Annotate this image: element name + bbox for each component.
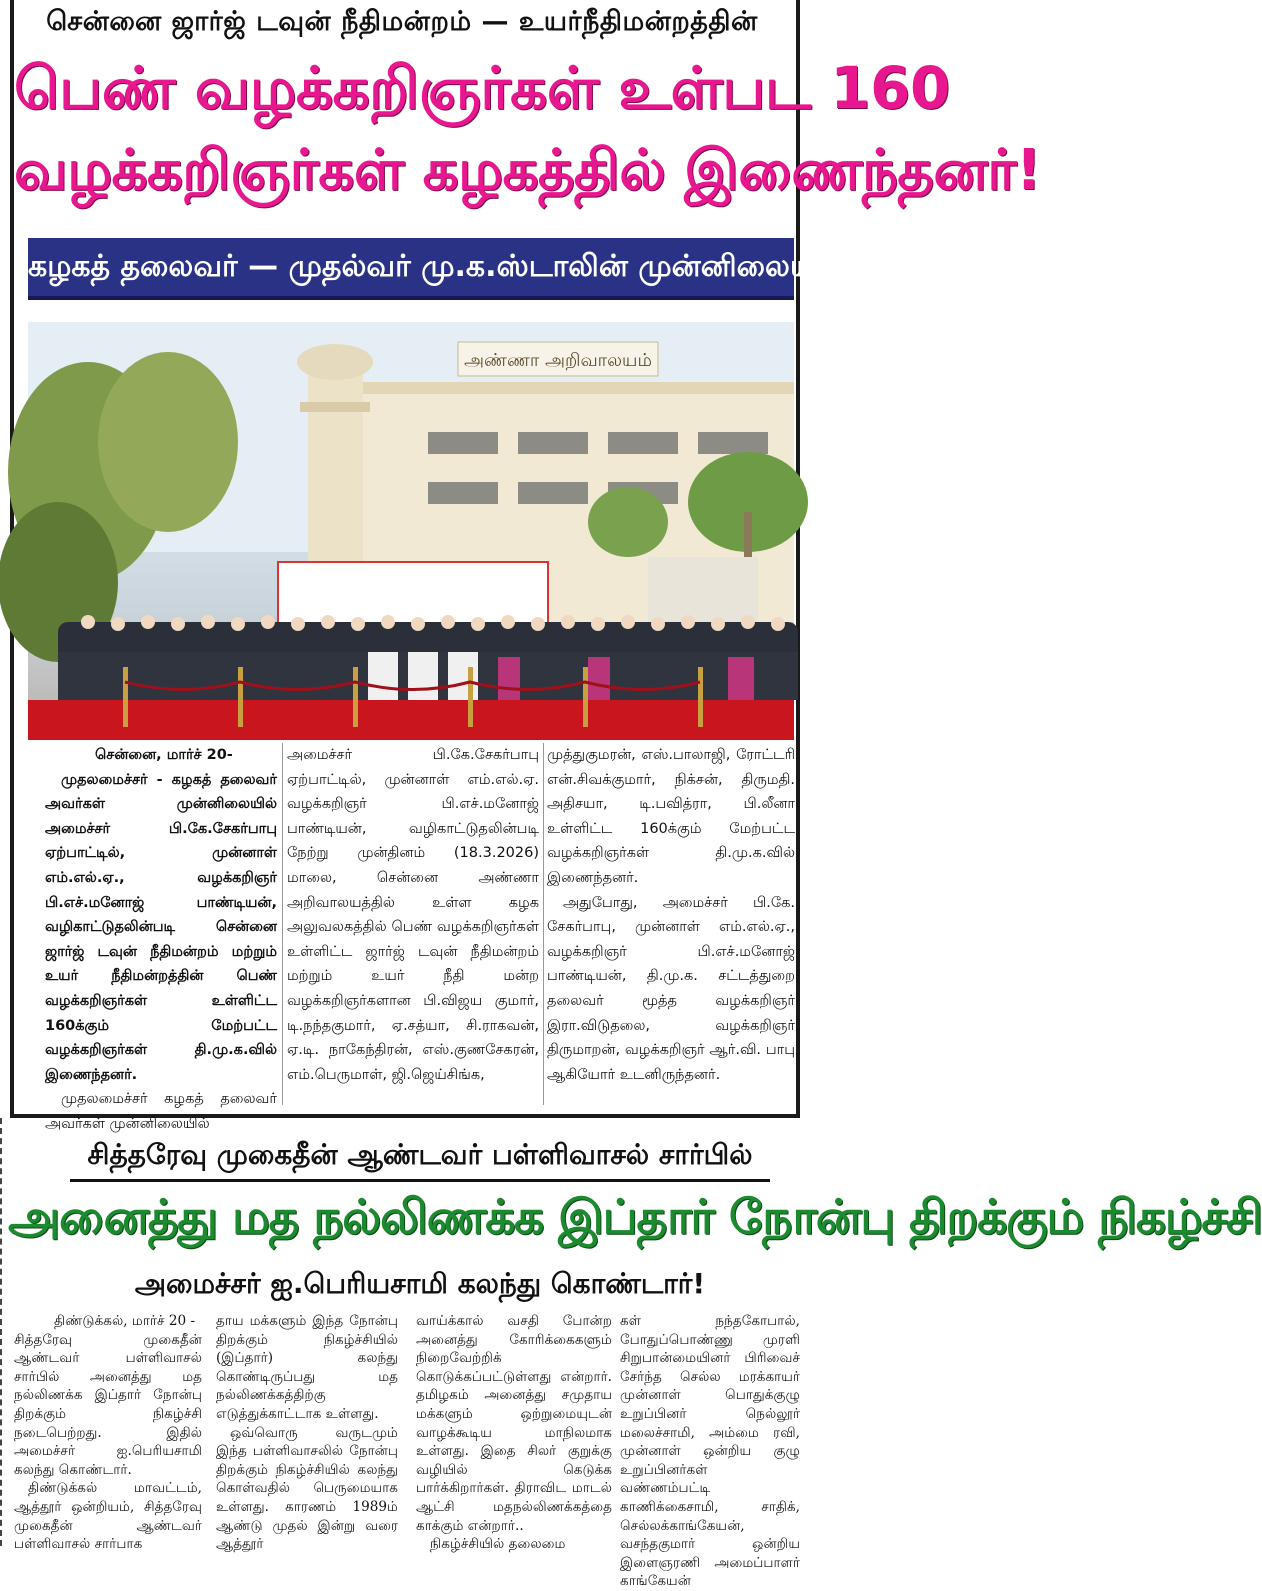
story-1-kicker: சென்னை ஜார்ஜ் டவுன் நீதிமன்றம் — உயர்நீதிமன்றத்தின் [46, 6, 758, 37]
story-1-column-3 [547, 743, 795, 1087]
story-2-col2-p1: தாய மக்களும் இந்த நோன்பு திறக்கும் நிகழ்ச்சியில் (இப்தார்) கலந்து கொண்டிருப்பது மத நல்லிணக்கத்திற்கு எடுத்துக்காட்டாக உள்ளது. [216, 1313, 398, 1422]
story-2-col3-p1: வாய்க்கால் வசதி போன்ற அனைத்து கோரிக்கைகளும் நிறைவேற்றிக் கொடுக்கப்பட்டுள்ளது என்றார். தமிழகம் அனைத்து சமுதாய மக்களும் ஒற்றுமையுடன் வாழக்கூடிய மாநிலமாக உள்ளது. இதை சிலர் குறுக்கு வழியில் கெடுக்க பார்க்கிறார்கள். திராவிட மாடல் ஆட்சி மதநல்லிணக்கத்தை காக்கும் என்றார்.. [416, 1313, 612, 1534]
story-1-banner-text: கழகத் தலைவர் — முதல்வர் மு.க.ஸ்டாலின் முன்னிலையில்! [28, 249, 860, 284]
story-1-dateline: சென்னை, மார்ச் 20- [95, 747, 233, 763]
story-1-column-3-text-1: முத்துகுமரன், எஸ்.பாலாஜி, ரோட்டரி என்.சிவக்குமார், நிக்சன், திருமதி. அதிசயா, டி.பவித்ரா, பி.லீனா உள்ளிட்ட 160க்கும் மேற்பட்ட வழக்கறிஞர்கள் தி.மு.க.வில் இணைந்தனர். [547, 747, 795, 886]
photo-illustration [28, 322, 794, 740]
story-2-column-4 [620, 1312, 800, 1591]
story-1-lead-paragraph: முதலமைச்சர் - கழகத் தலைவர் அவர்கள் முன்னிலையில் அமைச்சர் பி.கே.சேகர்பாபு ஏற்பாட்டில், முன்னாள் எம்.எல்.ஏ., வழக்கறிஞர் பி.எச்.மனோஜ் பாண்டியன், வழிகாட்டுதலின்படி சென்னை ஜார்ஜ் டவுன் நீதிமன்றம் மற்றும் உயர் நீதிமன்றத்தின் பெண் வழக்கறிஞர்கள் உள்ளிட்ட 160க்கும் மேற்பட்ட வழக்கறிஞர்கள் தி.மு.க.வில் இணைந்தனர். [45, 771, 277, 1083]
story-2-dateline: திண்டுக்கல், மார்ச் 20 - [54, 1313, 196, 1329]
story-1-banner [28, 238, 860, 300]
story-1-column-1 [45, 743, 277, 1137]
story-2-subhead: அமைச்சர் ஐ.பெரியசாமி கலந்து கொண்டார்! [134, 1267, 706, 1300]
story-2-column-3 [416, 1312, 612, 1554]
story-1-paragraph: முதலமைச்சர் கழகத் தலைவர் அவர்கள் முன்னிலையில் [45, 1091, 277, 1132]
story-1-column-3-text-2: அதுபோது, அமைச்சர் பி.கே. சேகர்பாபு, முன்னாள் எம்.எல்.ஏ., வழக்கறிஞர் பி.எச்.மனோஜ் பாண்டியன், தி.மு.க. சட்டத்துறை தலைவர் மூத்த வழக்கறிஞர் இரா.விடுதலை, வழக்கறிஞர் திருமாறன், வழக்கறிஞர் ஆர்.வி. பாபு ஆகியோர் உடனிருந்தனர். [547, 894, 795, 1083]
story-2-left-border [0, 1118, 2, 1546]
story-2-col2-p2: ஒவ்வொரு வருடமும் இந்த பள்ளிவாசலில் நோன்பு திறக்கும் நிகழ்ச்சியில் கலந்து கொள்வதில் பெருமையாக உள்ளது. காரணம் 1989ம் ஆண்டு முதல் இன்று வரை ஆத்தூர் [216, 1424, 398, 1553]
story-1-headline-line-2: வழக்கறிஞர்கள் கழகத்தில் இணைந்தனர்! [14, 138, 1042, 203]
story-2-column-2 [216, 1312, 398, 1554]
story-2-headline: அனைத்து மத நல்லிணக்க இப்தார் நோன்பு திறக்கும் நிகழ்ச்சி [8, 1190, 1262, 1245]
story-2-col3-p2: நிகழ்ச்சியில் தலைமை [430, 1536, 566, 1553]
story-2-col4-p1: கள் நந்தகோபால், போதுப்பொண்ணு முரளி சிறுபான்மையினர் பிரிவைச் சேர்ந்த செல்ல மரக்காயர் முன்னாள் பொதுக்குழு உறுப்பினர் நெல்லூர் மலைச்சாமி, அம்மை ரவி, முன்னாள் ஒன்றிய குழு உறுப்பினர்கள் வண்ணம்பட்டி காணிக்கைசாமி, சாதிக், செல்லக்காங்கேயன், வசந்தகுமார் ஒன்றிய இளைஞரணி அமைப்பாளர் காங்கேயன் [620, 1313, 800, 1590]
story-2-col1-p1: சித்தரேவு முகைதீன் ஆண்டவர் பள்ளிவாசல் சார்பில் அனைத்து மத நல்லிணக்க இப்தார் நோன்பு திறக்கும் நிகழ்ச்சி நடைபெற்றது. இதில் அமைச்சர் ஐ.பெரியசாமி கலந்து கொண்டார். [14, 1331, 202, 1478]
story-2-col1-p2: திண்டுக்கல் மாவட்டம், ஆத்தூர் ஒன்றியம், சித்தரேவு முகைதீன் ஆண்டவர் பள்ளிவாசல் சார்பாக [14, 1480, 202, 1553]
column-rule [282, 743, 283, 1105]
story-2-column-1 [14, 1312, 202, 1554]
story-1-headline-line-1: பெண் வழக்கறிஞர்கள் உள்பட 160 [14, 54, 950, 122]
column-rule [543, 743, 544, 1105]
story-1-column-2 [287, 743, 539, 1087]
story-2-kicker: சித்தரேவு முகைதீன் ஆண்டவர் பள்ளிவாசல் சார்பில் [70, 1138, 770, 1182]
story-1-photo [28, 322, 794, 740]
building-sign-text: அண்ணா அறிவாலயம் [464, 350, 652, 371]
story-1-column-2-text: அமைச்சர் பி.கே.சேகர்பாபு ஏற்பாட்டில், முன்னாள் எம்.எல்.ஏ. வழக்கறிஞர் பி.எச்.மனோஜ் பாண்டியன், வழிகாட்டுதலின்படி நேற்று முன்தினம் (18.3.2026) மாலை, சென்னை அண்ணா அறிவாலயத்தில் உள்ள கழக அலுவலகத்தில் பெண் வழக்கறிஞர்கள் உள்ளிட்ட ஜார்ஜ் டவுன் நீதிமன்றம் மற்றும் உயர் நீதி மன்ற வழக்கறிஞர்களான பி.விஜய குமார், டி.நந்தகுமார், ஏ.சத்யா, சி.ராகவன், ஏ.டி. நாகேந்திரன், எஸ்.குணசேகரன், எம்.பெருமாள், ஜி.ஜெய்சிங்க, [287, 747, 539, 1083]
